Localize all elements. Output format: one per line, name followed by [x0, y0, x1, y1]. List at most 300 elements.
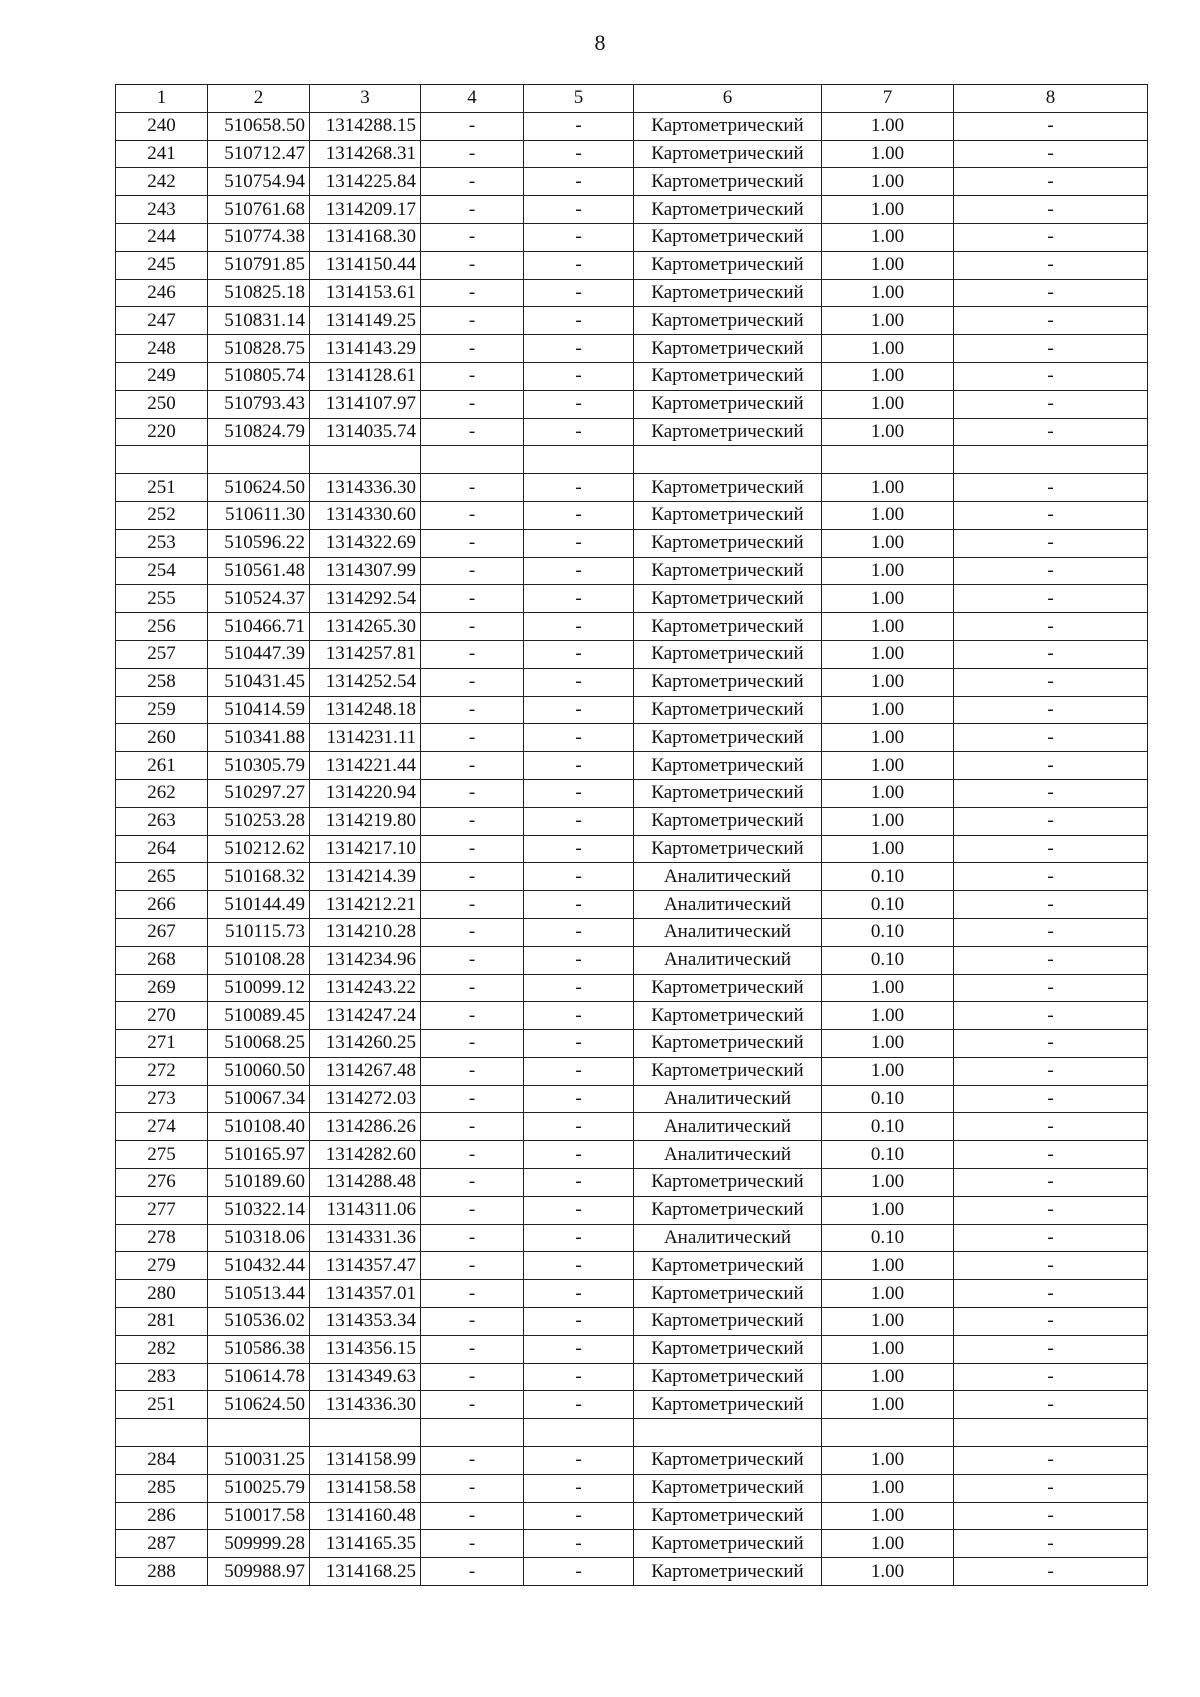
table-cell: -	[421, 696, 524, 724]
table-cell: Картометрический	[634, 279, 822, 307]
table-row	[116, 668, 1148, 696]
table-cell: Картометрический	[634, 668, 822, 696]
table-cell: -	[954, 835, 1148, 863]
table-cell: Картометрический	[634, 696, 822, 724]
table-cell: -	[524, 1196, 634, 1224]
table-cell: 268	[116, 946, 208, 974]
table-cell: 510322.14	[208, 1196, 310, 1224]
table-row	[116, 585, 1148, 613]
table-cell: 1.00	[822, 1169, 954, 1197]
table-cell: 1.00	[822, 279, 954, 307]
table-cell: 254	[116, 557, 208, 585]
table-cell: -	[954, 1530, 1148, 1558]
table-row	[116, 140, 1148, 168]
table-cell: 265	[116, 863, 208, 891]
table-cell: -	[954, 1280, 1148, 1308]
table-cell: -	[524, 891, 634, 919]
table-cell: 510513.44	[208, 1280, 310, 1308]
table-cell: 510031.25	[208, 1447, 310, 1475]
table-cell: 510831.14	[208, 307, 310, 335]
table-cell: -	[954, 1502, 1148, 1530]
table-row	[116, 1141, 1148, 1169]
table-cell: 1.00	[822, 835, 954, 863]
table-row	[116, 724, 1148, 752]
table-cell: Картометрический	[634, 640, 822, 668]
empty-cell	[116, 1419, 208, 1447]
table-cell: 1314214.39	[310, 863, 421, 891]
table-cell: Аналитический	[634, 1113, 822, 1141]
table-cell: -	[954, 196, 1148, 224]
table-separator-row	[116, 446, 1148, 474]
table-row	[116, 1057, 1148, 1085]
table-cell: 1.00	[822, 362, 954, 390]
table-cell: 1314247.24	[310, 1002, 421, 1030]
table-cell: 272	[116, 1057, 208, 1085]
table-cell: -	[954, 307, 1148, 335]
table-cell: -	[421, 974, 524, 1002]
table-cell: -	[524, 863, 634, 891]
table-cell: 1314231.11	[310, 724, 421, 752]
table-cell: 510099.12	[208, 974, 310, 1002]
table-cell: -	[421, 863, 524, 891]
table-cell: 510068.25	[208, 1030, 310, 1058]
table-cell: 510614.78	[208, 1363, 310, 1391]
table-cell: 1.00	[822, 1196, 954, 1224]
empty-cell	[310, 446, 421, 474]
table-cell: -	[524, 279, 634, 307]
table-cell: -	[421, 668, 524, 696]
table-row	[116, 946, 1148, 974]
table-cell: 1.00	[822, 1335, 954, 1363]
table-cell: 1.00	[822, 1057, 954, 1085]
table-cell: -	[954, 946, 1148, 974]
empty-cell	[822, 446, 954, 474]
table-cell: Картометрический	[634, 613, 822, 641]
table-cell: 510108.28	[208, 946, 310, 974]
table-row	[116, 1502, 1148, 1530]
table-cell: Картометрический	[634, 1335, 822, 1363]
table-row	[116, 168, 1148, 196]
table-cell: -	[524, 557, 634, 585]
table-cell: 1.00	[822, 974, 954, 1002]
table-cell: 1.00	[822, 1558, 954, 1586]
table-cell: -	[954, 696, 1148, 724]
table-cell: 251	[116, 474, 208, 502]
table-cell: 1.00	[822, 752, 954, 780]
table-cell: 1314212.21	[310, 891, 421, 919]
table-cell: 509988.97	[208, 1558, 310, 1586]
table-row	[116, 640, 1148, 668]
table-cell: -	[421, 307, 524, 335]
column-header: 4	[421, 85, 524, 113]
table-row	[116, 390, 1148, 418]
table-cell: 1314349.63	[310, 1363, 421, 1391]
table-cell: 267	[116, 918, 208, 946]
table-cell: Картометрический	[634, 835, 822, 863]
table-cell: 1.00	[822, 613, 954, 641]
table-cell: -	[954, 1391, 1148, 1419]
table-cell: -	[524, 1280, 634, 1308]
table-cell: 247	[116, 307, 208, 335]
table-cell: Аналитический	[634, 1224, 822, 1252]
table-cell: -	[421, 779, 524, 807]
table-cell: 0.10	[822, 1113, 954, 1141]
table-cell: -	[954, 279, 1148, 307]
table-cell: -	[421, 891, 524, 919]
table-cell: 1314307.99	[310, 557, 421, 585]
column-header: 6	[634, 85, 822, 113]
table-cell: -	[524, 251, 634, 279]
table-cell: -	[524, 1113, 634, 1141]
table-cell: -	[421, 279, 524, 307]
table-row	[116, 1391, 1148, 1419]
table-cell: 1314158.99	[310, 1447, 421, 1475]
table-cell: -	[954, 918, 1148, 946]
table-cell: 510466.71	[208, 613, 310, 641]
table-cell: 510212.62	[208, 835, 310, 863]
table-cell: 1314292.54	[310, 585, 421, 613]
table-cell: 1314336.30	[310, 1391, 421, 1419]
table-cell: 1.00	[822, 251, 954, 279]
table-cell: Картометрический	[634, 307, 822, 335]
table-cell: -	[524, 1252, 634, 1280]
table-cell: Картометрический	[634, 140, 822, 168]
table-cell: Аналитический	[634, 891, 822, 919]
table-cell: 1.00	[822, 390, 954, 418]
table-row	[116, 807, 1148, 835]
table-cell: Аналитический	[634, 946, 822, 974]
table-row	[116, 613, 1148, 641]
table-cell: -	[524, 529, 634, 557]
table-cell: -	[421, 501, 524, 529]
table-cell: -	[524, 474, 634, 502]
table-cell: -	[954, 1363, 1148, 1391]
table-cell: -	[954, 1558, 1148, 1586]
table-cell: 258	[116, 668, 208, 696]
table-cell: 510165.97	[208, 1141, 310, 1169]
table-cell: Картометрический	[634, 335, 822, 363]
table-cell: Картометрический	[634, 474, 822, 502]
table-row	[116, 891, 1148, 919]
table-row	[116, 1252, 1148, 1280]
table-cell: -	[954, 1169, 1148, 1197]
table-cell: Картометрический	[634, 196, 822, 224]
table-cell: Картометрический	[634, 1057, 822, 1085]
table-cell: 266	[116, 891, 208, 919]
table-cell: 1.00	[822, 474, 954, 502]
table-cell: 1.00	[822, 557, 954, 585]
table-cell: 1314286.26	[310, 1113, 421, 1141]
table-row	[116, 863, 1148, 891]
table-cell: 271	[116, 1030, 208, 1058]
table-row	[116, 1308, 1148, 1336]
table-cell: Аналитический	[634, 918, 822, 946]
table-cell: -	[954, 891, 1148, 919]
table-cell: -	[954, 1308, 1148, 1336]
table-cell: 1314311.06	[310, 1196, 421, 1224]
table-cell: -	[421, 724, 524, 752]
table-cell: 510658.50	[208, 112, 310, 140]
table-cell: Картометрический	[634, 1502, 822, 1530]
table-cell: 510624.50	[208, 474, 310, 502]
empty-cell	[954, 446, 1148, 474]
table-cell: -	[524, 1363, 634, 1391]
table-cell: -	[421, 1308, 524, 1336]
table-cell: 1.00	[822, 1530, 954, 1558]
table-cell: 1314288.15	[310, 112, 421, 140]
table-cell: 1.00	[822, 168, 954, 196]
table-cell: -	[421, 1335, 524, 1363]
table-cell: 510168.32	[208, 863, 310, 891]
table-cell: -	[524, 1391, 634, 1419]
table-cell: 1314210.28	[310, 918, 421, 946]
table-cell: -	[524, 335, 634, 363]
table-cell: 1314221.44	[310, 752, 421, 780]
table-cell: -	[421, 1447, 524, 1475]
table-header-row	[116, 85, 1148, 113]
table-cell: 280	[116, 1280, 208, 1308]
table-cell: 274	[116, 1113, 208, 1141]
table-cell: -	[954, 501, 1148, 529]
table-cell: 1.00	[822, 196, 954, 224]
table-cell: 1314168.25	[310, 1558, 421, 1586]
table-cell: 249	[116, 362, 208, 390]
table-cell: 1.00	[822, 724, 954, 752]
table-cell: -	[421, 1196, 524, 1224]
table-cell: -	[524, 168, 634, 196]
table-cell: 1.00	[822, 779, 954, 807]
table-cell: 1314220.94	[310, 779, 421, 807]
table-cell: -	[524, 835, 634, 863]
table-cell: -	[524, 1085, 634, 1113]
table-row	[116, 501, 1148, 529]
table-cell: 510414.59	[208, 696, 310, 724]
table-cell: 510017.58	[208, 1502, 310, 1530]
table-cell: 1.00	[822, 1391, 954, 1419]
column-header: 3	[310, 85, 421, 113]
table-cell: 259	[116, 696, 208, 724]
table-row	[116, 223, 1148, 251]
table-cell: -	[524, 613, 634, 641]
table-cell: -	[954, 640, 1148, 668]
table-cell: 248	[116, 335, 208, 363]
table-cell: 1.00	[822, 335, 954, 363]
table-cell: 1314128.61	[310, 362, 421, 390]
table-row	[116, 418, 1148, 446]
table-cell: 1.00	[822, 1502, 954, 1530]
table-cell: 243	[116, 196, 208, 224]
table-cell: 1314158.58	[310, 1474, 421, 1502]
table-cell: -	[421, 529, 524, 557]
table-cell: 281	[116, 1308, 208, 1336]
table-row	[116, 307, 1148, 335]
table-cell: -	[954, 613, 1148, 641]
table-cell: -	[421, 196, 524, 224]
table-cell: -	[421, 390, 524, 418]
table-cell: Картометрический	[634, 1169, 822, 1197]
table-cell: Картометрический	[634, 418, 822, 446]
table-cell: Картометрический	[634, 251, 822, 279]
table-cell: 510761.68	[208, 196, 310, 224]
table-cell: -	[524, 362, 634, 390]
table-cell: 1314225.84	[310, 168, 421, 196]
table-cell: 1314357.01	[310, 1280, 421, 1308]
table-cell: 510432.44	[208, 1252, 310, 1280]
table-cell: 510089.45	[208, 1002, 310, 1030]
coordinates-table	[115, 84, 1148, 1586]
table-cell: 510774.38	[208, 223, 310, 251]
table-row	[116, 1280, 1148, 1308]
table-row	[116, 1363, 1148, 1391]
table-row	[116, 1474, 1148, 1502]
table-cell: -	[421, 1141, 524, 1169]
table-cell: -	[524, 696, 634, 724]
table-cell: 251	[116, 1391, 208, 1419]
empty-cell	[524, 446, 634, 474]
table-cell: 510524.37	[208, 585, 310, 613]
table-cell: 262	[116, 779, 208, 807]
table-cell: -	[524, 1474, 634, 1502]
table-cell: Картометрический	[634, 1308, 822, 1336]
table-cell: -	[421, 335, 524, 363]
table-row	[116, 918, 1148, 946]
table-cell: -	[524, 1224, 634, 1252]
table-cell: -	[421, 168, 524, 196]
table-cell: -	[524, 779, 634, 807]
table-cell: 1314267.48	[310, 1057, 421, 1085]
table-cell: Картометрический	[634, 168, 822, 196]
table-cell: 1314160.48	[310, 1502, 421, 1530]
table-cell: -	[524, 1308, 634, 1336]
table-cell: 510793.43	[208, 390, 310, 418]
table-cell: -	[421, 418, 524, 446]
empty-cell	[524, 1419, 634, 1447]
table-row	[116, 752, 1148, 780]
table-cell: -	[421, 251, 524, 279]
table-cell: 1.00	[822, 807, 954, 835]
table-cell: -	[954, 974, 1148, 1002]
table-row	[116, 974, 1148, 1002]
table-cell: 510305.79	[208, 752, 310, 780]
table-cell: Картометрический	[634, 362, 822, 390]
empty-cell	[954, 1419, 1148, 1447]
table-cell: -	[954, 140, 1148, 168]
table-cell: 509999.28	[208, 1530, 310, 1558]
table-cell: 510431.45	[208, 668, 310, 696]
table-cell: -	[524, 1057, 634, 1085]
table-cell: -	[954, 1113, 1148, 1141]
table-cell: 1314209.17	[310, 196, 421, 224]
table-cell: Картометрический	[634, 1530, 822, 1558]
table-cell: 288	[116, 1558, 208, 1586]
table-cell: -	[421, 918, 524, 946]
table-cell: -	[421, 1224, 524, 1252]
table-cell: -	[524, 1530, 634, 1558]
table-cell: 1314257.81	[310, 640, 421, 668]
table-cell: 510611.30	[208, 501, 310, 529]
table-cell: 510624.50	[208, 1391, 310, 1419]
table-cell: 264	[116, 835, 208, 863]
table-cell: -	[421, 835, 524, 863]
table-cell: 286	[116, 1502, 208, 1530]
table-cell: -	[524, 752, 634, 780]
table-cell: 256	[116, 613, 208, 641]
table-cell: 1314265.30	[310, 613, 421, 641]
table-cell: -	[524, 196, 634, 224]
table-cell: 1.00	[822, 223, 954, 251]
table-cell: -	[524, 1502, 634, 1530]
table-cell: 1.00	[822, 1280, 954, 1308]
table-cell: Картометрический	[634, 1002, 822, 1030]
table-cell: 510754.94	[208, 168, 310, 196]
table-cell: -	[421, 1057, 524, 1085]
table-cell: Картометрический	[634, 112, 822, 140]
table-cell: -	[524, 1335, 634, 1363]
table-cell: 1.00	[822, 112, 954, 140]
table-row	[116, 1169, 1148, 1197]
table-cell: -	[421, 140, 524, 168]
table-cell: -	[421, 557, 524, 585]
empty-cell	[634, 446, 822, 474]
table-cell: 273	[116, 1085, 208, 1113]
table-cell: -	[954, 418, 1148, 446]
table-cell: -	[954, 863, 1148, 891]
table-cell: -	[524, 807, 634, 835]
table-cell: -	[954, 223, 1148, 251]
table-cell: 1314153.61	[310, 279, 421, 307]
table-cell: 1.00	[822, 696, 954, 724]
table-cell: Картометрический	[634, 1252, 822, 1280]
table-cell: -	[421, 1085, 524, 1113]
table-cell: Аналитический	[634, 1085, 822, 1113]
table-cell: 510447.39	[208, 640, 310, 668]
table-cell: -	[954, 724, 1148, 752]
table-cell: 1.00	[822, 501, 954, 529]
table-cell: -	[524, 112, 634, 140]
table-cell: 287	[116, 1530, 208, 1558]
table-cell: 260	[116, 724, 208, 752]
table-cell: 252	[116, 501, 208, 529]
table-cell: 1.00	[822, 140, 954, 168]
table-row	[116, 335, 1148, 363]
table-cell: -	[954, 585, 1148, 613]
empty-cell	[421, 446, 524, 474]
table-cell: Картометрический	[634, 1391, 822, 1419]
table-cell: 0.10	[822, 891, 954, 919]
table-cell: -	[421, 585, 524, 613]
table-cell: 1.00	[822, 1474, 954, 1502]
table-cell: -	[954, 251, 1148, 279]
table-cell: 1.00	[822, 1308, 954, 1336]
table-cell: 510297.27	[208, 779, 310, 807]
table-cell: 1.00	[822, 418, 954, 446]
table-cell: 1314322.69	[310, 529, 421, 557]
table-cell: 1314252.54	[310, 668, 421, 696]
table-cell: -	[954, 807, 1148, 835]
table-cell: -	[954, 390, 1148, 418]
table-row	[116, 696, 1148, 724]
table-cell: Картометрический	[634, 223, 822, 251]
table-row	[116, 362, 1148, 390]
table-row	[116, 196, 1148, 224]
table-cell: -	[421, 1030, 524, 1058]
table-cell: -	[954, 668, 1148, 696]
table-cell: -	[524, 1030, 634, 1058]
column-header: 5	[524, 85, 634, 113]
table-cell: 510824.79	[208, 418, 310, 446]
table-cell: Картометрический	[634, 1447, 822, 1475]
table-cell: Картометрический	[634, 529, 822, 557]
